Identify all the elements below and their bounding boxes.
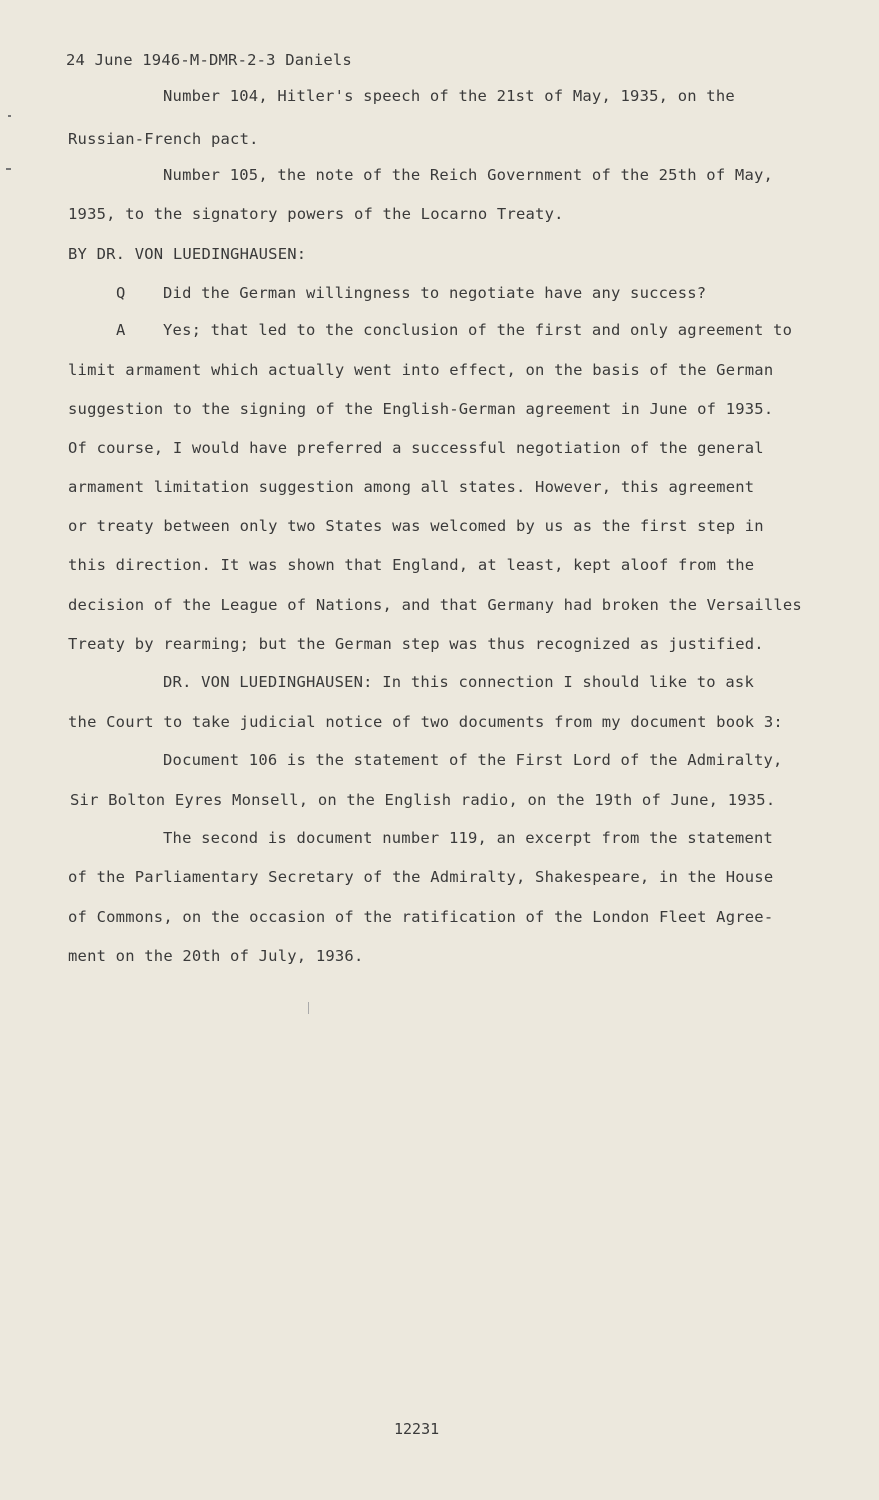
question-text: Did the German willingness to negotiate have any success? — [163, 284, 707, 302]
document-119-line-4: ment on the 20th of July, 1936. — [68, 947, 364, 965]
page-header: 24 June 1946-M-DMR-2-3 Daniels — [66, 51, 352, 69]
exhibit-104-line-2: Russian-French pact. — [68, 130, 259, 148]
paper-mark — [6, 168, 11, 170]
answer-line: Of course, I would have preferred a successful negotiation of the general — [68, 439, 764, 457]
counsel-statement-line-1: DR. VON LUEDINGHAUSEN: In this connection I should like to ask — [163, 673, 754, 691]
answer-line: this direction. It was shown that England, at least, kept aloof from the — [68, 556, 755, 574]
paper-mark — [8, 115, 11, 117]
answer-line: decision of the League of Nations, and that Germany had broken the Versailles — [68, 596, 802, 614]
exhibit-105-line-1: Number 105, the note of the Reich Government of the 25th of May, — [163, 166, 774, 184]
answer-line: or treaty between only two States was welcomed by us as the first step in — [68, 517, 764, 535]
counsel-statement-line-2: the Court to take judicial notice of two documents from my document book 3: — [68, 713, 783, 731]
answer-line: suggestion to the signing of the English-German agreement in June of 1935. — [68, 400, 774, 418]
exhibit-105-line-2: 1935, to the signatory powers of the Locarno Treaty. — [68, 205, 564, 223]
examiner-heading: BY DR. VON LUEDINGHAUSEN: — [68, 245, 307, 263]
answer-line: limit armament which actually went into effect, on the basis of the German — [68, 361, 774, 379]
answer-label: A — [116, 321, 126, 339]
exhibit-104-line-1: Number 104, Hitler's speech of the 21st of May, 1935, on the — [163, 87, 735, 105]
paper-mark — [308, 1002, 309, 1014]
answer-line: Treaty by rearming; but the German step was thus recognized as justified. — [68, 635, 764, 653]
document-119-line-3: of Commons, on the occasion of the ratification of the London Fleet Agree- — [68, 908, 774, 926]
document-106-line-2: Sir Bolton Eyres Monsell, on the English radio, on the 19th of June, 1935. — [70, 791, 776, 809]
document-119-line-1: The second is document number 119, an excerpt from the statement — [163, 829, 774, 847]
page-number: 12231 — [394, 1420, 440, 1438]
document-106-line-1: Document 106 is the statement of the First Lord of the Admiralty, — [163, 751, 783, 769]
document-119-line-2: of the Parliamentary Secretary of the Admiralty, Shakespeare, in the House — [68, 868, 774, 886]
question-label: Q — [116, 284, 126, 302]
answer-line: armament limitation suggestion among all states. However, this agreement — [68, 478, 755, 496]
answer-line: Yes; that led to the conclusion of the first and only agreement to — [163, 321, 793, 339]
